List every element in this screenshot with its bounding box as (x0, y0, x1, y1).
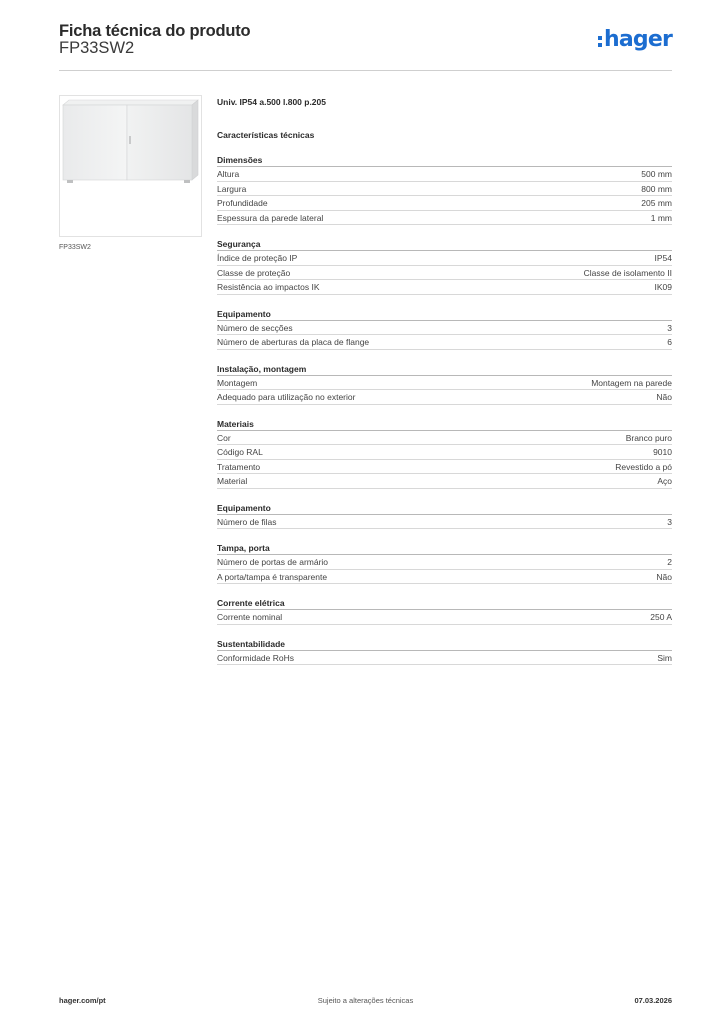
section-heading: Características técnicas (217, 130, 315, 140)
logo-wordmark: hager (603, 27, 672, 52)
spec-row (217, 321, 672, 336)
spec-label: Corrente nominal (217, 612, 283, 622)
logo-dots-icon (598, 36, 602, 47)
page-title: Ficha técnica do produto (59, 22, 251, 40)
spec-value: 1 mm (650, 212, 672, 223)
page-header (59, 20, 672, 71)
spec-group (217, 418, 672, 489)
spec-label: Profundidade (217, 198, 268, 208)
spec-value: 9010 (653, 447, 672, 457)
spec-label: Número de portas de armário (217, 557, 329, 567)
spec-label: Adequado para utilização no exterior (217, 392, 356, 402)
spec-label: Resistência ao impactos IK (217, 282, 320, 292)
spec-row (217, 376, 672, 391)
spec-value: 6 (667, 337, 672, 347)
spec-row (217, 280, 672, 295)
spec-value: Branco puro (625, 432, 672, 443)
spec-label: Largura (217, 183, 247, 194)
spec-row (217, 196, 672, 211)
spec-row (217, 555, 672, 570)
footer-date: 07.03.2026 (634, 996, 672, 1005)
spec-group (217, 638, 672, 666)
spec-group-title: Instalação, montagem (217, 363, 672, 376)
spec-value: 205 mm (641, 198, 672, 208)
spec-row (217, 460, 672, 475)
spec-row (217, 610, 672, 625)
spec-value: Classe de isolamento II (583, 267, 672, 278)
product-image (59, 95, 202, 237)
spec-value: Montagem na parede (591, 377, 672, 388)
spec-row (217, 445, 672, 460)
spec-value: Aço (657, 476, 672, 486)
spec-value: Não (656, 392, 672, 402)
spec-value: 3 (667, 516, 672, 527)
spec-value: 500 mm (641, 169, 672, 179)
footer-website-link[interactable]: hager.com/pt (59, 996, 106, 1005)
spec-label: Índice de proteção IP (217, 253, 298, 263)
spec-value: Sim (657, 652, 672, 663)
spec-row (217, 651, 672, 666)
spec-label: Código RAL (217, 447, 263, 457)
spec-row (217, 474, 672, 489)
spec-content (217, 95, 672, 665)
spec-group (217, 542, 672, 584)
spec-label: Conformidade RoHs (217, 652, 295, 663)
spec-group (217, 308, 672, 350)
spec-group (217, 502, 672, 530)
spec-row (217, 266, 672, 281)
spec-label: Material (217, 476, 248, 486)
spec-row (217, 431, 672, 446)
cabinet-illustration (60, 96, 201, 236)
product-code: FP33SW2 (59, 39, 135, 57)
spec-row (217, 335, 672, 350)
spec-row (217, 570, 672, 585)
spec-group (217, 154, 672, 225)
spec-label: Montagem (217, 377, 258, 388)
spec-group-title: Equipamento (217, 308, 672, 321)
spec-group-title: Materiais (217, 418, 672, 431)
spec-label: Altura (217, 169, 240, 179)
spec-row (217, 515, 672, 530)
spec-value: Revestido a pó (615, 461, 672, 472)
spec-groups (217, 154, 672, 665)
spec-label: Espessura da parede lateral (217, 212, 324, 223)
spec-row (217, 390, 672, 405)
spec-group-title: Sustentabilidade (217, 638, 672, 651)
spec-label: Cor (217, 432, 231, 443)
spec-value: 250 A (650, 612, 672, 622)
spec-group-title: Segurança (217, 238, 672, 251)
spec-group (217, 363, 672, 405)
spec-group-title: Dimensões (217, 154, 672, 167)
product-name: Univ. IP54 a.500 l.800 p.205 (217, 97, 326, 107)
spec-label: Tratamento (217, 461, 261, 472)
spec-value: 2 (667, 557, 672, 567)
spec-label: Número de secções (217, 322, 293, 333)
spec-value: Não (656, 571, 672, 582)
spec-label: Classe de proteção (217, 267, 291, 278)
spec-row (217, 211, 672, 226)
spec-row (217, 182, 672, 197)
hager-logo (598, 26, 672, 54)
spec-label: A porta/tampa é transparente (217, 571, 328, 582)
spec-group-title: Equipamento (217, 502, 672, 515)
spec-group (217, 238, 672, 295)
spec-group-title: Tampa, porta (217, 542, 672, 555)
image-caption: FP33SW2 (59, 244, 91, 251)
spec-group-title: Corrente elétrica (217, 597, 672, 610)
spec-value: IK09 (654, 282, 672, 292)
spec-row (217, 251, 672, 266)
spec-row (217, 167, 672, 182)
spec-value: 800 mm (641, 183, 672, 194)
spec-value: IP54 (654, 253, 672, 263)
spec-label: Número de aberturas da placa de flange (217, 337, 370, 347)
footer-notice: Sujeito a alterações técnicas (317, 996, 414, 1005)
spec-group (217, 597, 672, 625)
page-footer (59, 996, 672, 1008)
spec-value: 3 (667, 322, 672, 333)
spec-label: Número de filas (217, 516, 277, 527)
